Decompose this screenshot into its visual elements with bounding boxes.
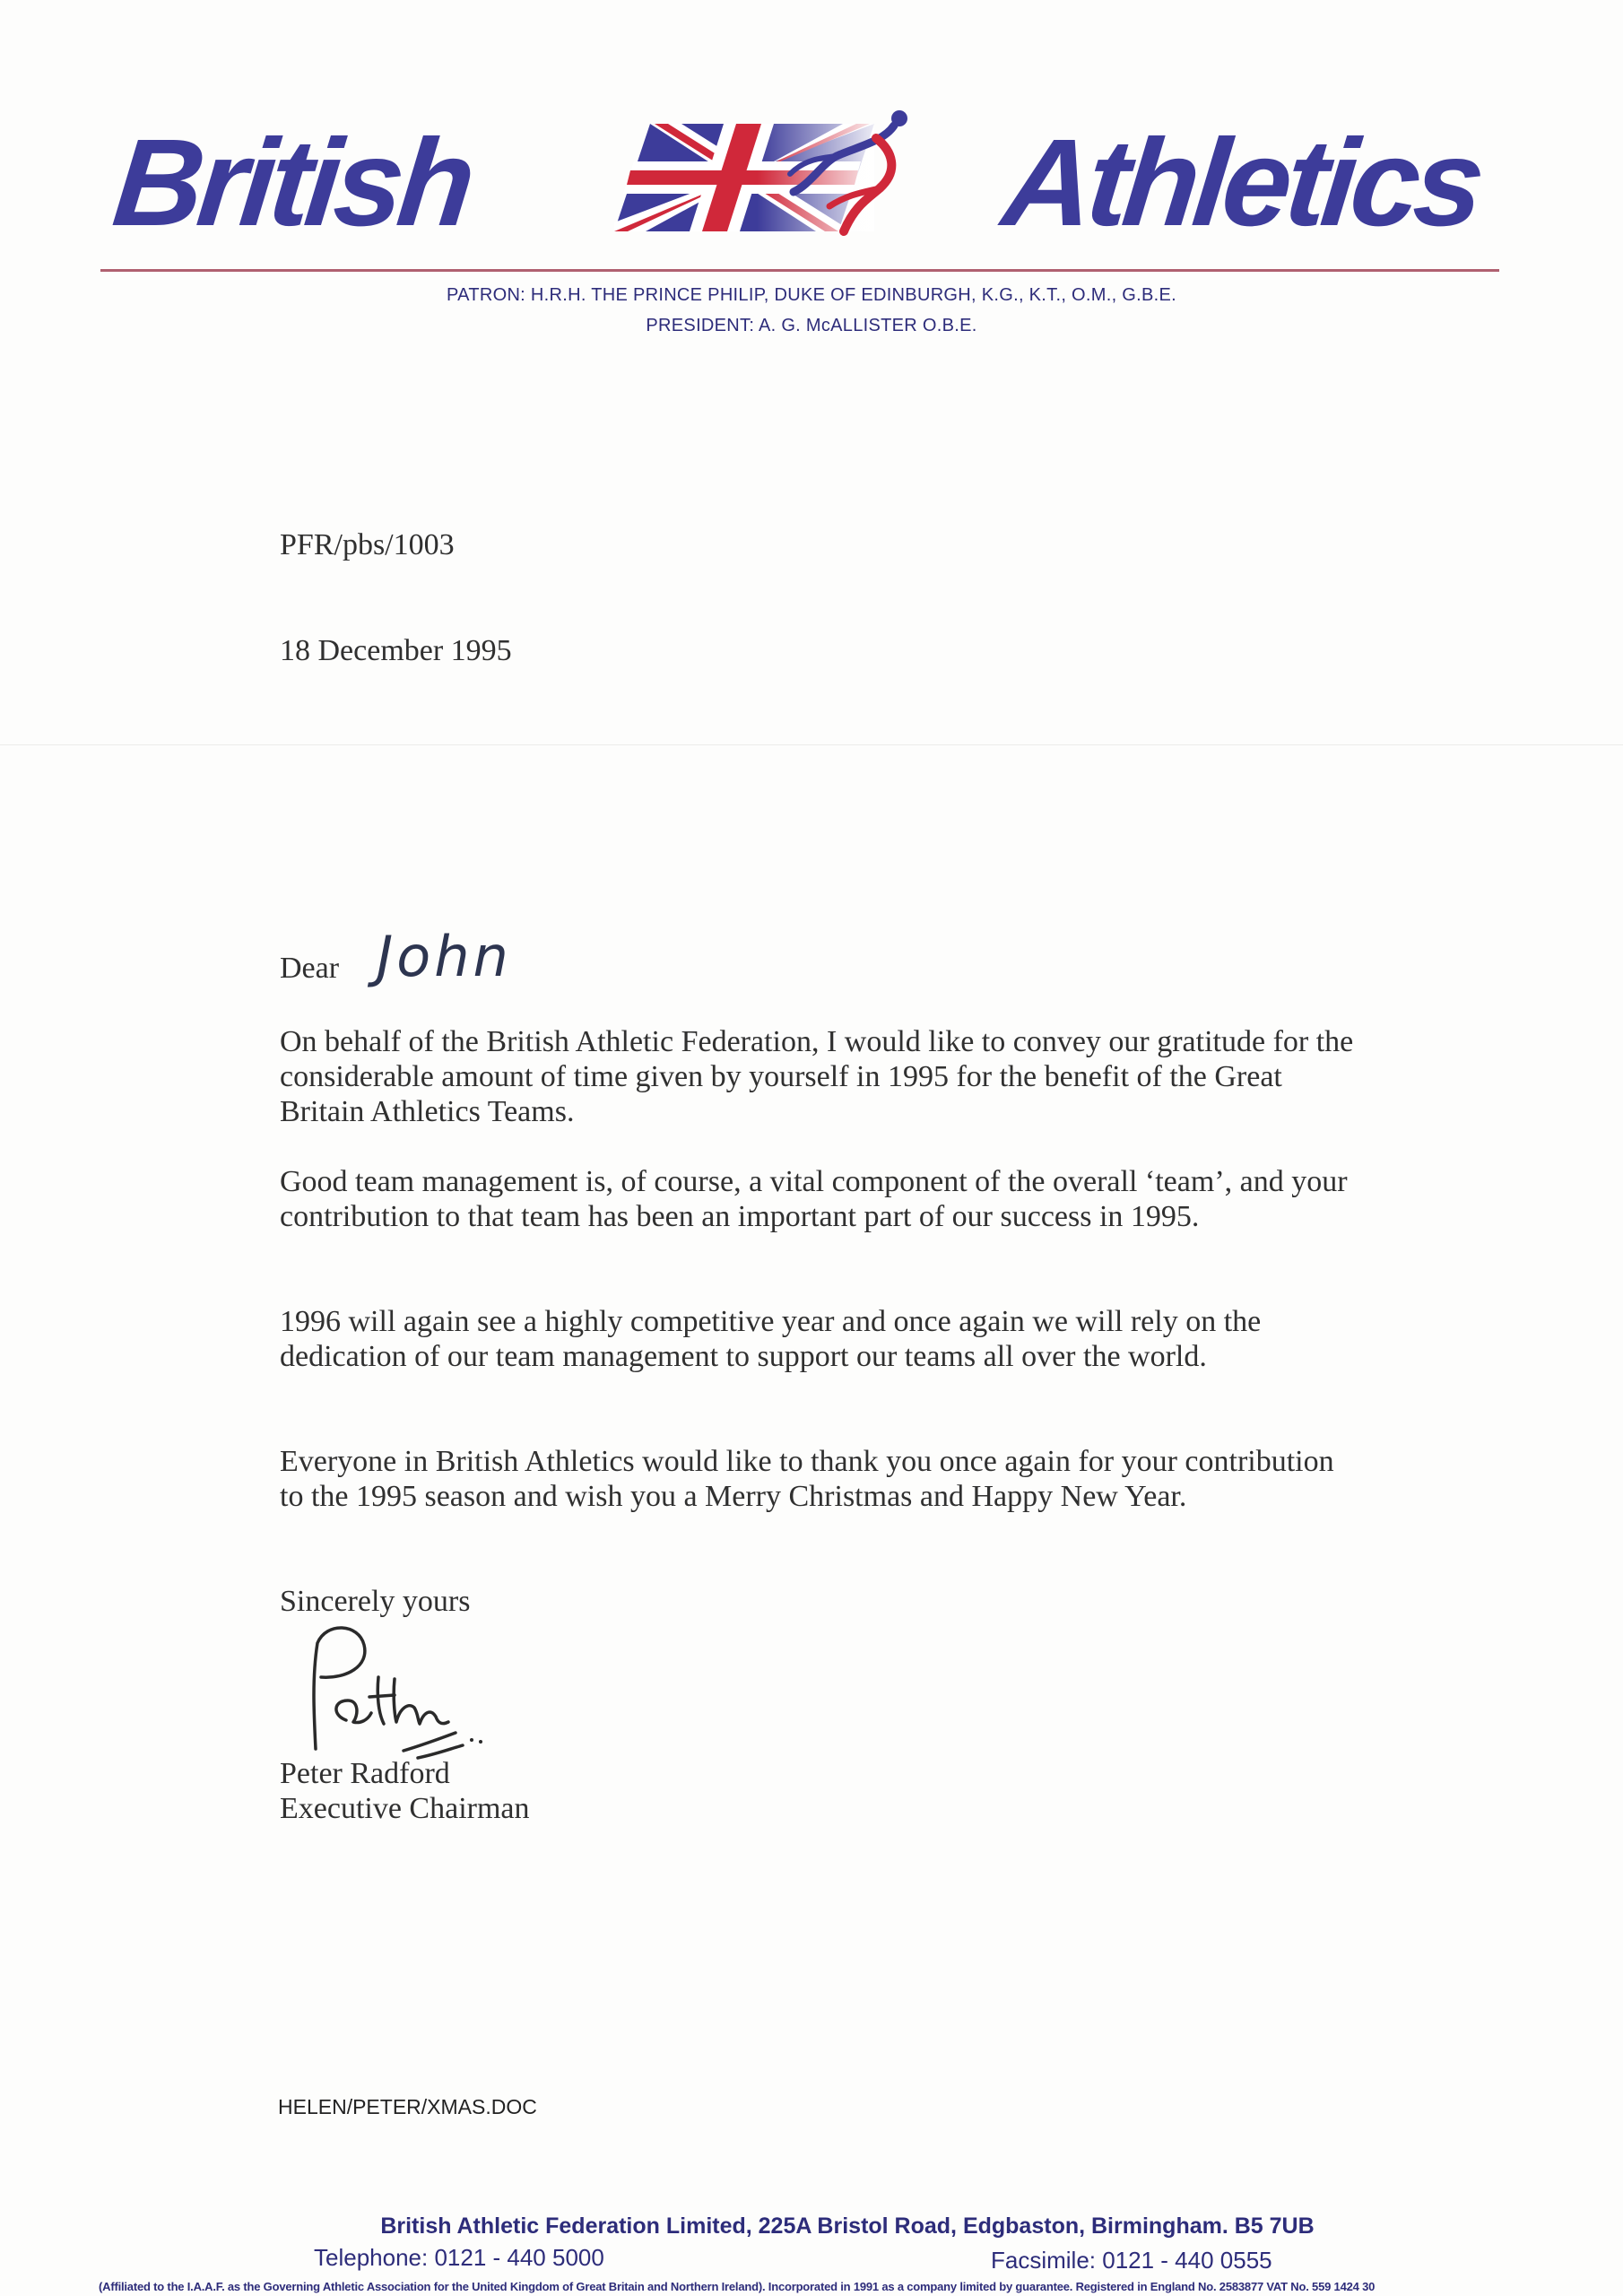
document-file-reference: HELEN/PETER/XMAS.DOC [278, 2095, 537, 2118]
handwritten-signature-icon [296, 1614, 502, 1767]
handwritten-salutation-name: John [377, 924, 512, 989]
letterhead-rule [100, 269, 1499, 272]
footer-telephone: Telephone: 0121 - 440 5000 [314, 2244, 604, 2271]
brand-wordmark-british: British [107, 114, 477, 252]
footer-legal-text: (Affiliated to the I.A.A.F. as the Governing Athletic Association for the United Kingdom of Great Britain and Northern Ireland). Incorporated in 1991 as a company limited by guarantee. Registered in England No. 2583877 VAT No. 559 1424 30 [99, 2280, 1376, 2293]
footer-address: British Athletic Federation Limited, 225A Bristol Road, Edgbaston, Birmingham. B5 7UB [380, 2213, 1315, 2239]
brand-wordmark-athletics: Athletics [996, 114, 1486, 252]
signer-name: Peter Radford [280, 1757, 450, 1790]
body-paragraph-4: Everyone in British Athletics would like to thank you once again for your contribution to the 1995 season and wish you a Merry Christmas and Happy New Year. [280, 1445, 1334, 1513]
body-paragraph-3: 1996 will again see a highly competitive year and once again we will rely on the dedication of our team management to support our teams all over the world. [280, 1305, 1262, 1373]
president-line: PRESIDENT: A. G. McALLISTER O.B.E. [646, 316, 977, 335]
salutation: Dear [280, 952, 340, 985]
paper-fold-line [0, 744, 1623, 745]
signer-title: Executive Chairman [280, 1792, 530, 1825]
footer-facsimile: Facsimile: 0121 - 440 0555 [991, 2247, 1272, 2274]
closing-line: Sincerely yours [280, 1585, 471, 1618]
letter-date: 18 December 1995 [280, 634, 512, 667]
patron-line: PATRON: H.R.H. THE PRINCE PHILIP, DUKE OF EDINBURGH, K.G., K.T., O.M., G.B.E. [447, 285, 1176, 305]
body-paragraph-2: Good team management is, of course, a vital component of the overall ‘team’, and your contribution to that team has been an important part of our success in 1995. [280, 1165, 1348, 1233]
union-jack-runner-logo-icon [614, 106, 924, 240]
body-paragraph-1: On behalf of the British Athletic Federation, I would like to convey our gratitude for the considerable amount of time given by yourself in 1995 for the benefit of the Great Britain Athletics Teams. [280, 1025, 1354, 1128]
letter-reference: PFR/pbs/1003 [280, 528, 455, 561]
